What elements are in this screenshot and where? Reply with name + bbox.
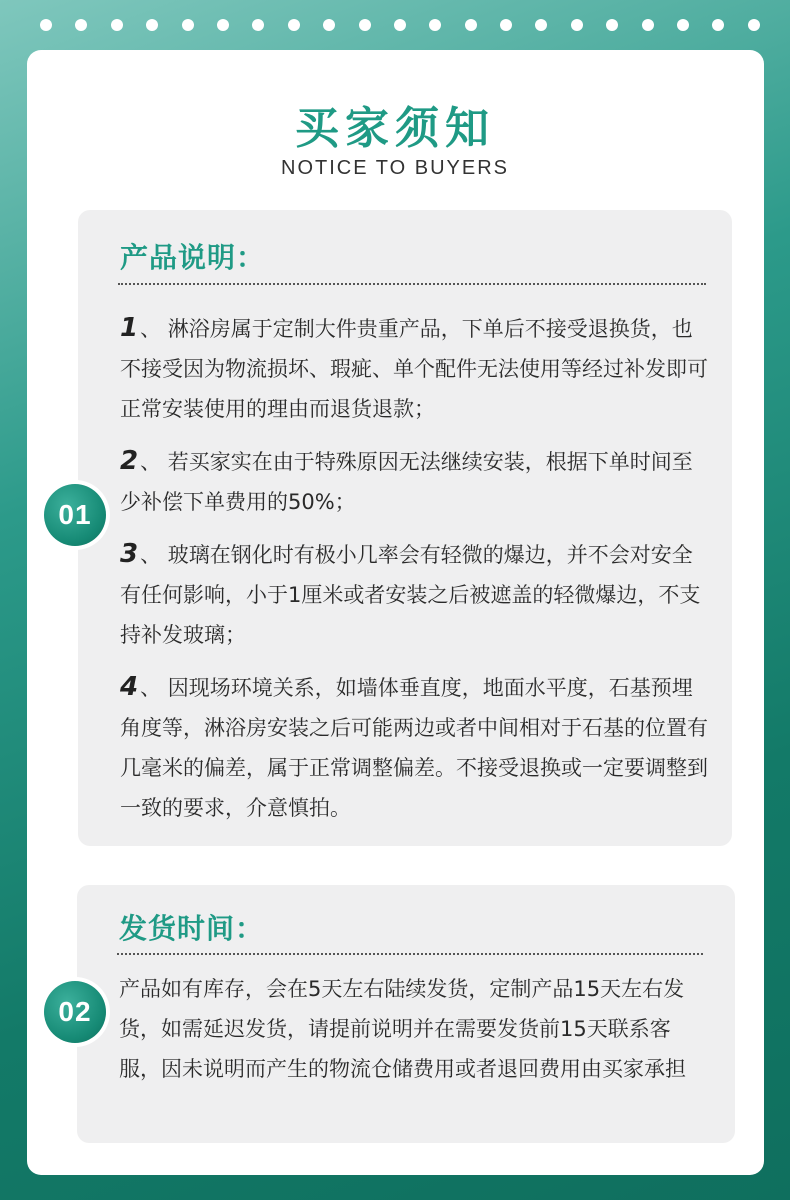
dot [677,19,689,31]
shipping-text: 产品如有库存，会在5天左右陆续发货，定制产品15天左右发货，如需延迟发货，请提前说明并在需要发货前15天联系客服，因未说明而产生的物流仓储费用或者退回费用由买家承担 [119,977,686,1081]
section-number-badge: 02 [44,981,106,1043]
item-number: 4 [120,672,139,702]
item-number: 1 [120,313,139,343]
dot [642,19,654,31]
dot [146,19,158,31]
section-number-badge: 01 [44,484,106,546]
dot [217,19,229,31]
shipping-time-panel [77,885,735,1143]
dot [535,19,547,31]
dot [359,19,371,31]
page-title: 买家须知 [295,103,495,154]
dot [40,19,52,31]
dot [288,19,300,31]
dot [571,19,583,31]
dot [712,19,724,31]
dot [748,19,760,31]
dot [111,19,123,31]
dotted-divider [118,283,706,285]
section-heading: 发货时间： [119,912,265,945]
dot [252,19,264,31]
page-subtitle: NOTICE TO BUYERS [281,157,509,179]
notice-list [120,308,710,840]
item-text: 、 淋浴房属于定制大件贵重产品，下单后不接受退换货，也不接受因为物流损坏、瑕疵、单个配件无法使用等经过补发即可正常安装使用的理由而退货退款； [120,317,708,421]
dot [500,19,512,31]
item-text: 、 玻璃在钢化时有极小几率会有轻微的爆边，并不会对安全有任何影响，小于1厘米或者安装之后被遮盖的轻微爆边，不支持补发玻璃； [120,543,701,647]
item-text: 、 因现场环境关系，如墙体垂直度，地面水平度，石基预埋角度等，淋浴房安装之后可能两边或者中间相对于石基的位置有几毫米的偏差，属于正常调整偏差。不接受退换或一定要调整到一致的要求，介意慎拍。 [120,676,708,820]
dot [323,19,335,31]
decorative-dots [40,16,760,34]
dot [75,19,87,31]
dot [429,19,441,31]
item-text: 、 若买家实在由于特殊原因无法继续安装，根据下单时间至少补偿下单费用的50%； [120,450,693,514]
list-item [120,441,710,522]
dotted-divider [117,953,703,955]
item-number: 3 [120,539,139,569]
product-description-panel [78,210,732,846]
list-item [120,667,710,828]
list-item [120,308,710,429]
dot [606,19,618,31]
dot [182,19,194,31]
section-heading: 产品说明： [120,241,266,274]
list-item [120,534,710,655]
dot [465,19,477,31]
item-number: 2 [120,446,139,476]
dot [394,19,406,31]
